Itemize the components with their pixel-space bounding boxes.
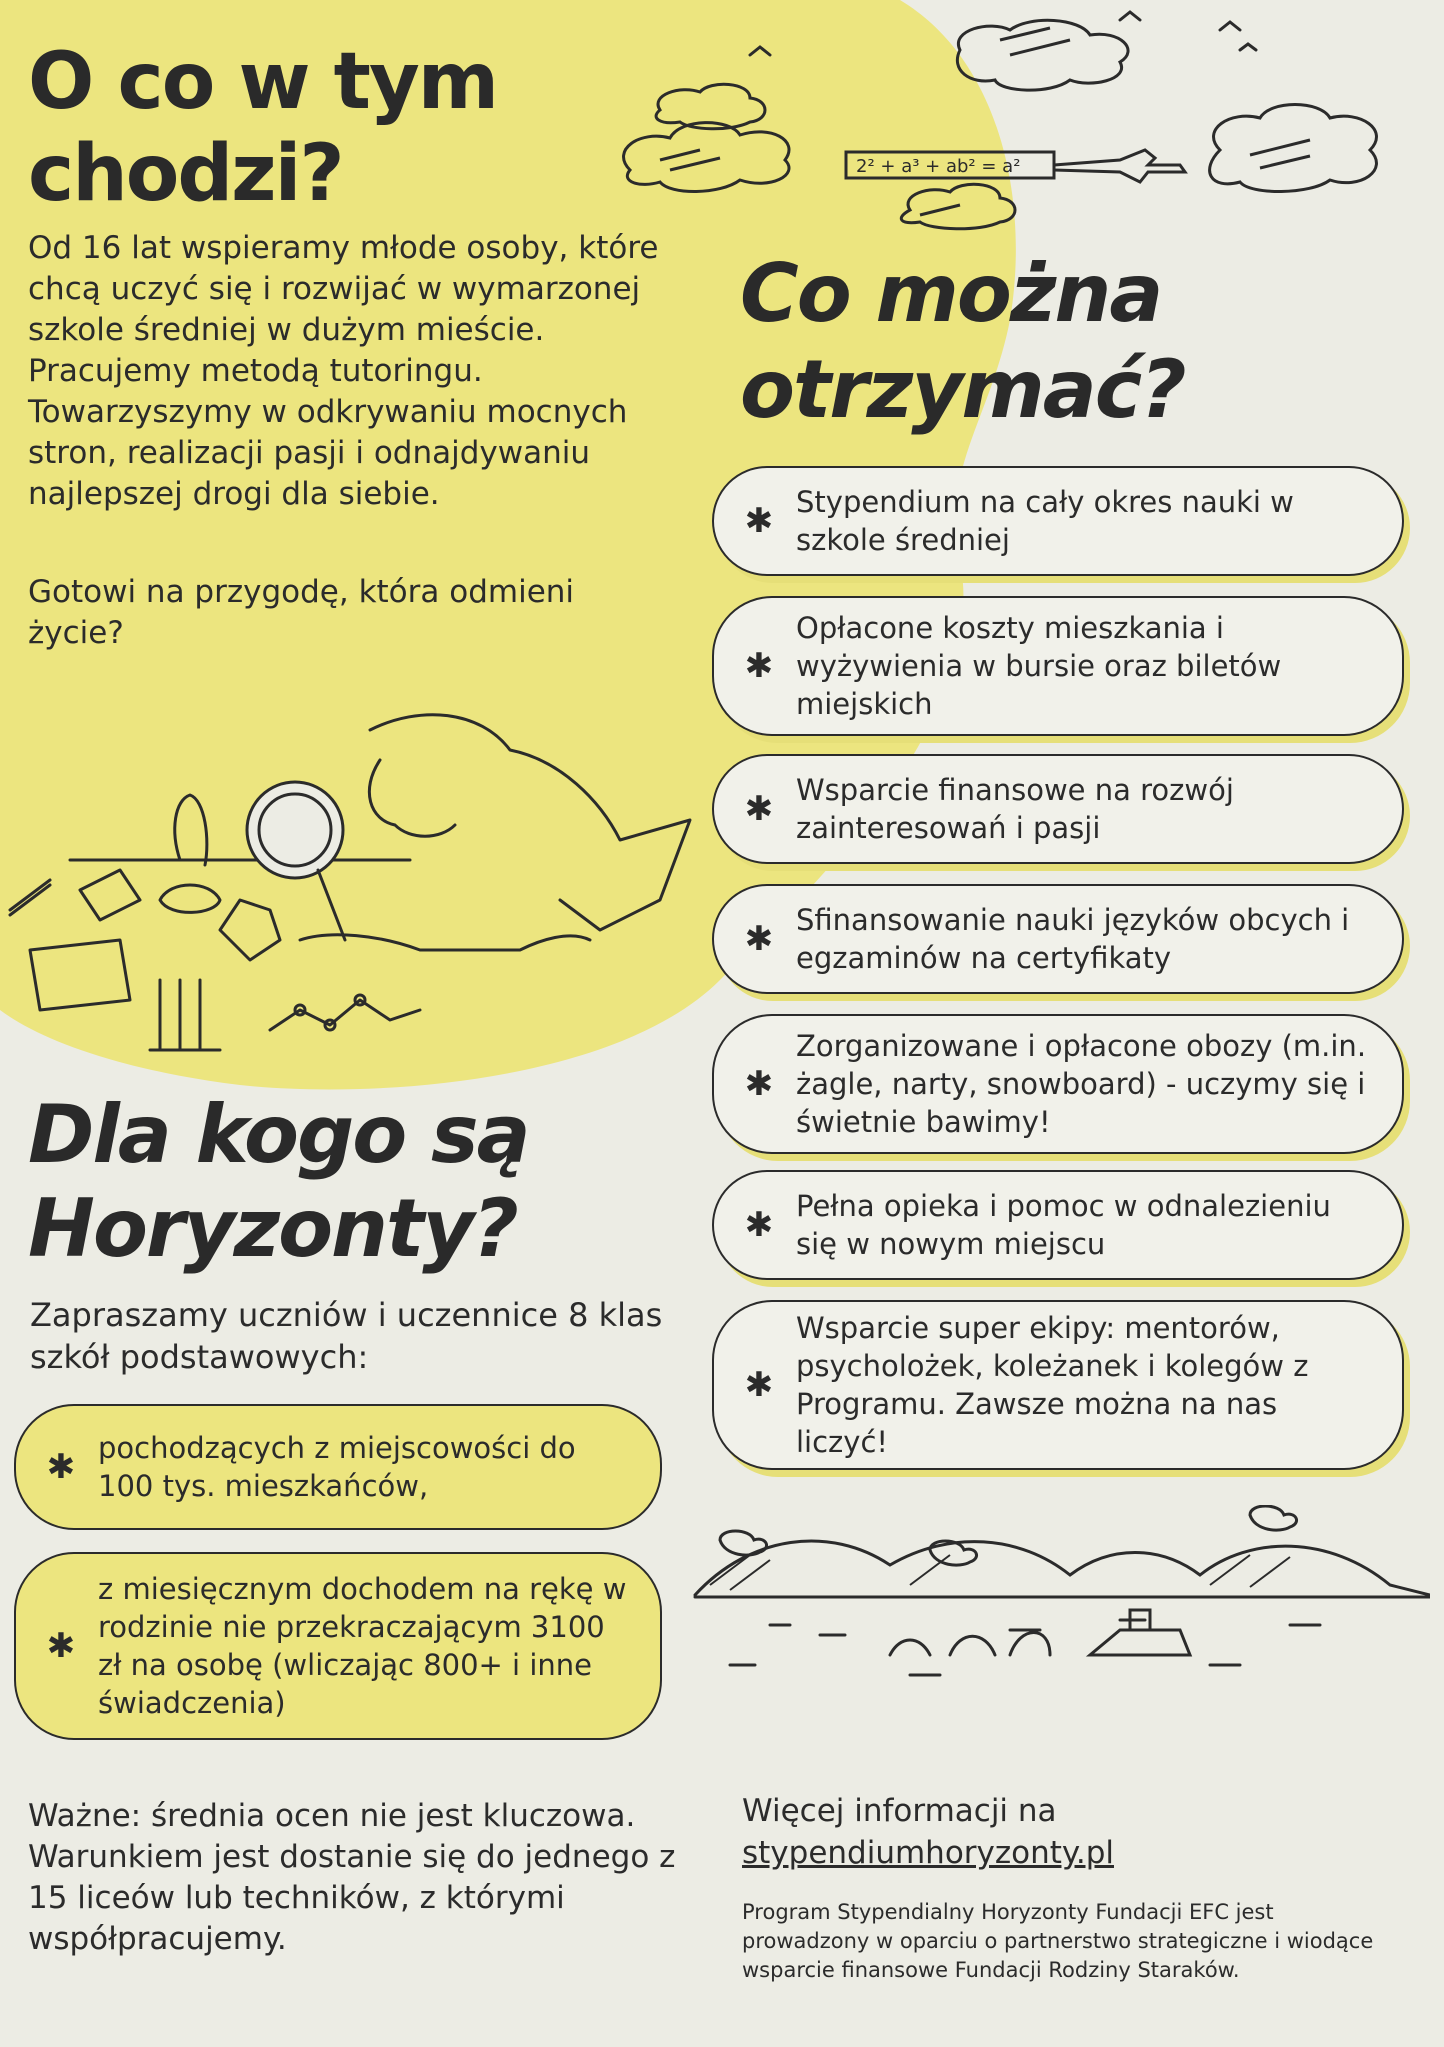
asterisk-icon: ✱ [744, 1064, 774, 1104]
criterion-pill [14, 1404, 662, 1530]
intro-title: O co w tym chodzi? [28, 37, 498, 219]
asterisk-icon: ✱ [744, 1365, 774, 1405]
benefit-text: Zorganizowane i opłacone obozy (m.in. żagle, narty, snowboard) - uczymy się i świetnie bawimy! [796, 1029, 1367, 1139]
more-info-label: Więcej informacji na [742, 1793, 1057, 1829]
benefit-text: Wsparcie finansowe na rozwój zainteresowań i pasji [796, 773, 1234, 845]
asterisk-icon: ✱ [46, 1626, 76, 1666]
benefit-text: Sfinansowanie nauki języków obcych i egzaminów na certyfikaty [796, 903, 1350, 975]
important-note: Ważne: średnia ocen nie jest kluczowa. Warunkiem jest dostanie się do jednego z 15 liceów lub techników, z którymi współpracujemy. [28, 1798, 676, 1957]
intro-question: Gotowi na przygodę, która odmieni życie? [28, 574, 575, 651]
explorer-with-magnifier-illustration [0, 700, 740, 1080]
criterion-text: z miesięcznym dochodem na rękę w rodzinie nie przekraczającym 3100 zł na osobę (wliczając 800+ i inne świadczenia) [98, 1572, 627, 1720]
mountains-sea-illustration [690, 1505, 1430, 1735]
audience-title: Dla kogo są Horyzonty? [28, 1088, 529, 1275]
asterisk-icon: ✱ [46, 1447, 76, 1487]
benefit-text: Opłacone koszty mieszkania i wyżywienia w bursie oraz biletów miejskich [796, 611, 1282, 721]
criterion-pill [14, 1552, 662, 1740]
audience-body: Zapraszamy uczniów i uczennice 8 klas szkół podstawowych: [30, 1296, 663, 1376]
benefit-pill [712, 596, 1404, 736]
criterion-text: pochodzących z miejscowości do 100 tys. mieszkańców, [98, 1431, 576, 1503]
benefit-pill [712, 1300, 1404, 1470]
asterisk-icon: ✱ [744, 1205, 774, 1245]
benefits-title: Co można otrzymać? [740, 247, 1185, 436]
benefit-pill [712, 754, 1404, 864]
banner-formula: 2² + a³ + ab² = a² [856, 156, 1021, 177]
benefit-pill [712, 1170, 1404, 1280]
benefit-text: Pełna opieka i pomoc w odnalezieniu się w nowym miejscu [796, 1189, 1331, 1261]
benefit-text: Wsparcie super ekipy: mentorów, psycholożek, koleżanek i kolegów z Programu. Zawsze można na nas liczyć! [796, 1311, 1309, 1459]
clouds-plane-illustration [600, 0, 1444, 240]
asterisk-icon: ✱ [744, 646, 774, 686]
intro-body: Od 16 lat wspieramy młode osoby, które chcą uczyć się i rozwijać w wymarzonej szkole średniej w dużym mieście. Pracujemy metodą tutoringu. Towarzyszymy w odkrywaniu mocnych stron, realizacji pasji i odnajdywaniu najlepszej drogi dla siebie. [28, 230, 659, 512]
benefit-pill [712, 1014, 1404, 1154]
website-link[interactable]: stypendiumhoryzonty.pl [742, 1835, 1114, 1871]
benefit-pill [712, 884, 1404, 994]
asterisk-icon: ✱ [744, 501, 774, 541]
benefit-text: Stypendium na cały okres nauki w szkole średniej [796, 485, 1294, 557]
asterisk-icon: ✱ [744, 919, 774, 959]
benefit-pill [712, 466, 1404, 576]
asterisk-icon: ✱ [744, 789, 774, 829]
footer-text: Program Stypendialny Horyzonty Fundacji EFC jest prowadzony w oparciu o partnerstwo strategiczne i wiodące wsparcie finansowe Fundacji Rodziny Staraków. [742, 1900, 1374, 1982]
